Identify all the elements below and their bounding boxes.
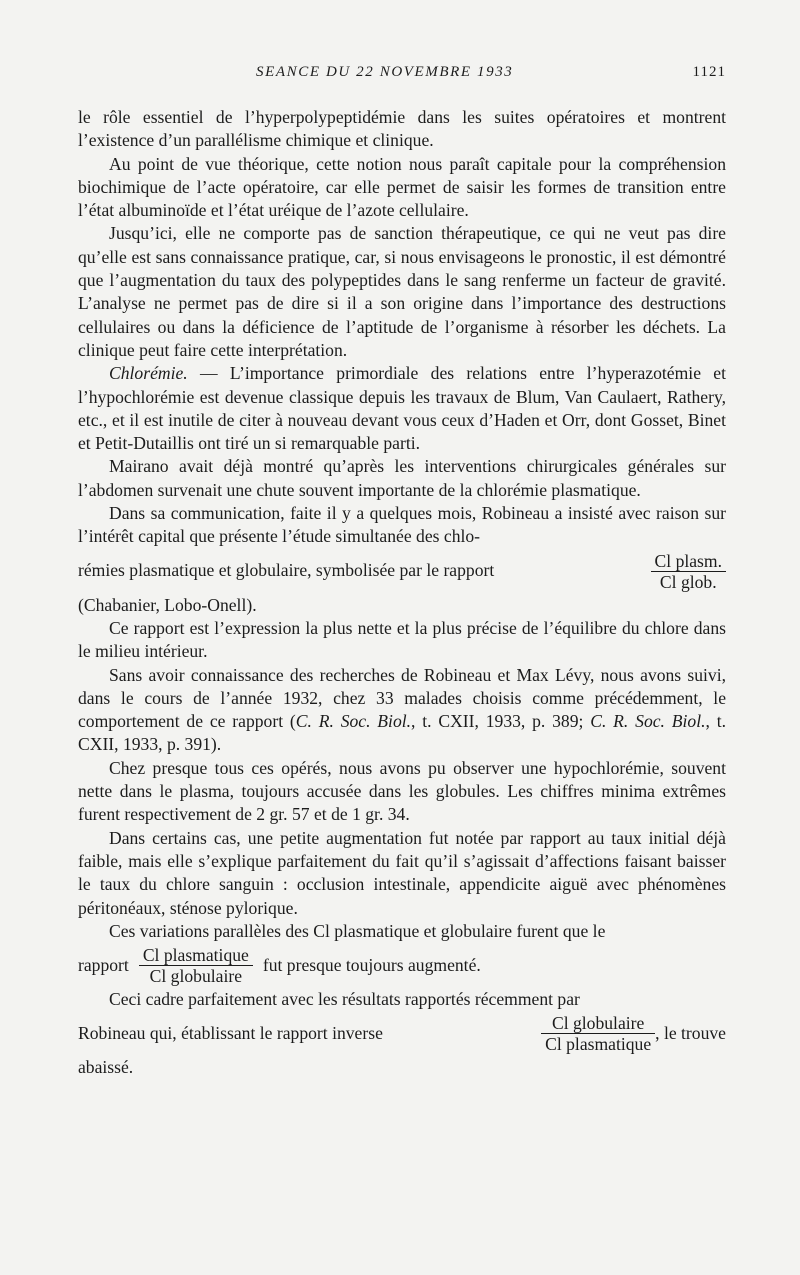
line-text: fut presque toujours augmenté. — [262, 954, 481, 975]
paragraph-chloremie — [78, 362, 726, 455]
fraction — [651, 551, 726, 592]
paragraph-text: — L’importance primordiale des relations entre l’hyperazotémie et l’hypochlorémie est devenue classique depuis les travaux de Blum, Van Caulaert, Rathery, etc., et il est inutile de citer à nouveau devant vous ceux d’Haden et Orr, dont Gosset, Binet et Petit-Dutaillis ont tiré un si remarquable parti. — [78, 363, 726, 454]
fraction-denominator: Cl globulaire — [149, 966, 243, 987]
paragraph-with-refs — [78, 664, 726, 757]
paragraph: le rôle essentiel de l’hyperpolypeptidémie dans les suites opératoires et montrent l’existence d’un parallélisme chimique et clinique. — [78, 107, 726, 151]
paragraph: (Chabanier, Lobo-Onell). — [78, 594, 257, 615]
paragraph: abaissé. — [78, 1057, 134, 1078]
line-text: rapport — [78, 954, 129, 975]
fraction-denominator: Cl glob. — [659, 571, 717, 592]
fraction-line — [78, 945, 726, 986]
section-lead: Chlorémie. — [109, 363, 188, 384]
line-text: Robineau qui, établissant le rapport inverse — [78, 1023, 383, 1044]
paragraph: Jusqu’ici, elle ne comporte pas de sanction thérapeutique, ce qui ne veut pas dire qu’elle est sans connaissance pratique, car, si nous envisageons le pronostic, il est démontré que l’augmentation du taux des polypeptides dans le sang renferme un facteur de gravité. L’analyse ne permet pas de dire si il a son origine dans l’importance des destructions cellulaires ou dans la déficience de l’aptitude de l’organisme à résorber les déchets. La clinique peut faire cette interprétation. — [78, 223, 726, 360]
fraction-denominator: Cl plasmatique — [545, 1034, 652, 1055]
line-text: rémies plasmatique et globulaire, symbolisée par le rapport — [78, 560, 495, 581]
fraction-numerator: Cl plasm. — [651, 551, 726, 572]
paragraph: Dans certains cas, une petite augmentation fut notée par rapport au taux initial déjà faible, mais elle s’explique parfaitement du fait qu’il s’agissait d’affections faisant baisser le taux du chlore sanguin : occlusion intestinale, appendicite aiguë avec phénomènes péritonéaux, sténose pylorique. — [78, 827, 726, 918]
paragraph: Ces variations parallèles des Cl plasmatique et globulaire furent que le — [109, 920, 606, 941]
fraction — [541, 1013, 655, 1054]
body-text — [78, 106, 726, 1080]
paragraph-text: , t. CXII, 1933, p. 389; — [411, 711, 591, 732]
citation: C. R. Soc. Biol. — [590, 711, 706, 732]
line-text: , le trouve — [655, 1023, 726, 1044]
fraction — [139, 945, 253, 986]
fraction-group — [541, 1013, 726, 1054]
paragraph: Mairano avait déjà montré qu’après les interventions chirurgicales générales sur l’abdomen survenait une chute souvent importante de la chlorémie plasmatique. — [78, 456, 726, 500]
page-number: 1121 — [692, 64, 726, 80]
citation: C. R. Soc. Biol. — [295, 711, 412, 732]
paragraph: Dans sa communication, faite il y a quelques mois, Robineau a insisté avec raison sur l’intérêt capital que présente l’étude simultanée des chlo- — [78, 503, 726, 547]
fraction-line — [78, 551, 726, 592]
paragraph-text: Sans avoir connaissance des recherches de Robineau et Max Lévy, nous avons suivi, dans le cours de l’année 1932, chez 33 malades choisis comme précédemment, le comportement de ce rapport ( — [78, 664, 726, 732]
fraction-numerator: Cl plasmatique — [139, 945, 253, 966]
paragraph: Ceci cadre parfaitement avec les résultats rapportés récemment par — [109, 989, 580, 1010]
running-header — [78, 64, 726, 86]
header-title: SEANCE DU 22 NOVEMBRE 1933 — [256, 64, 514, 80]
paragraph: Au point de vue théorique, cette notion nous paraît capitale pour la compréhension biochimique de l’acte opératoire, car elle permet de saisir les formes de transition entre l’état albuminoïde et l’état uréique de l’azote cellulaire. — [78, 153, 726, 221]
paragraph: Ce rapport est l’expression la plus nette et la plus précise de l’équilibre du chlore dans le milieu intérieur. — [78, 617, 726, 662]
paragraph: Chez presque tous ces opérés, nous avons pu observer une hypochlorémie, souvent nette dans le plasma, toujours accusée dans les globules. Les chiffres minima extrêmes furent respectivement de 2 gr. 57 et de 1 gr. 34. — [78, 757, 726, 825]
paragraph-text: , t. CXII, 1933, p. 391). — [78, 711, 726, 755]
fraction-numerator: Cl globulaire — [541, 1013, 655, 1034]
fraction-line — [78, 1013, 726, 1054]
